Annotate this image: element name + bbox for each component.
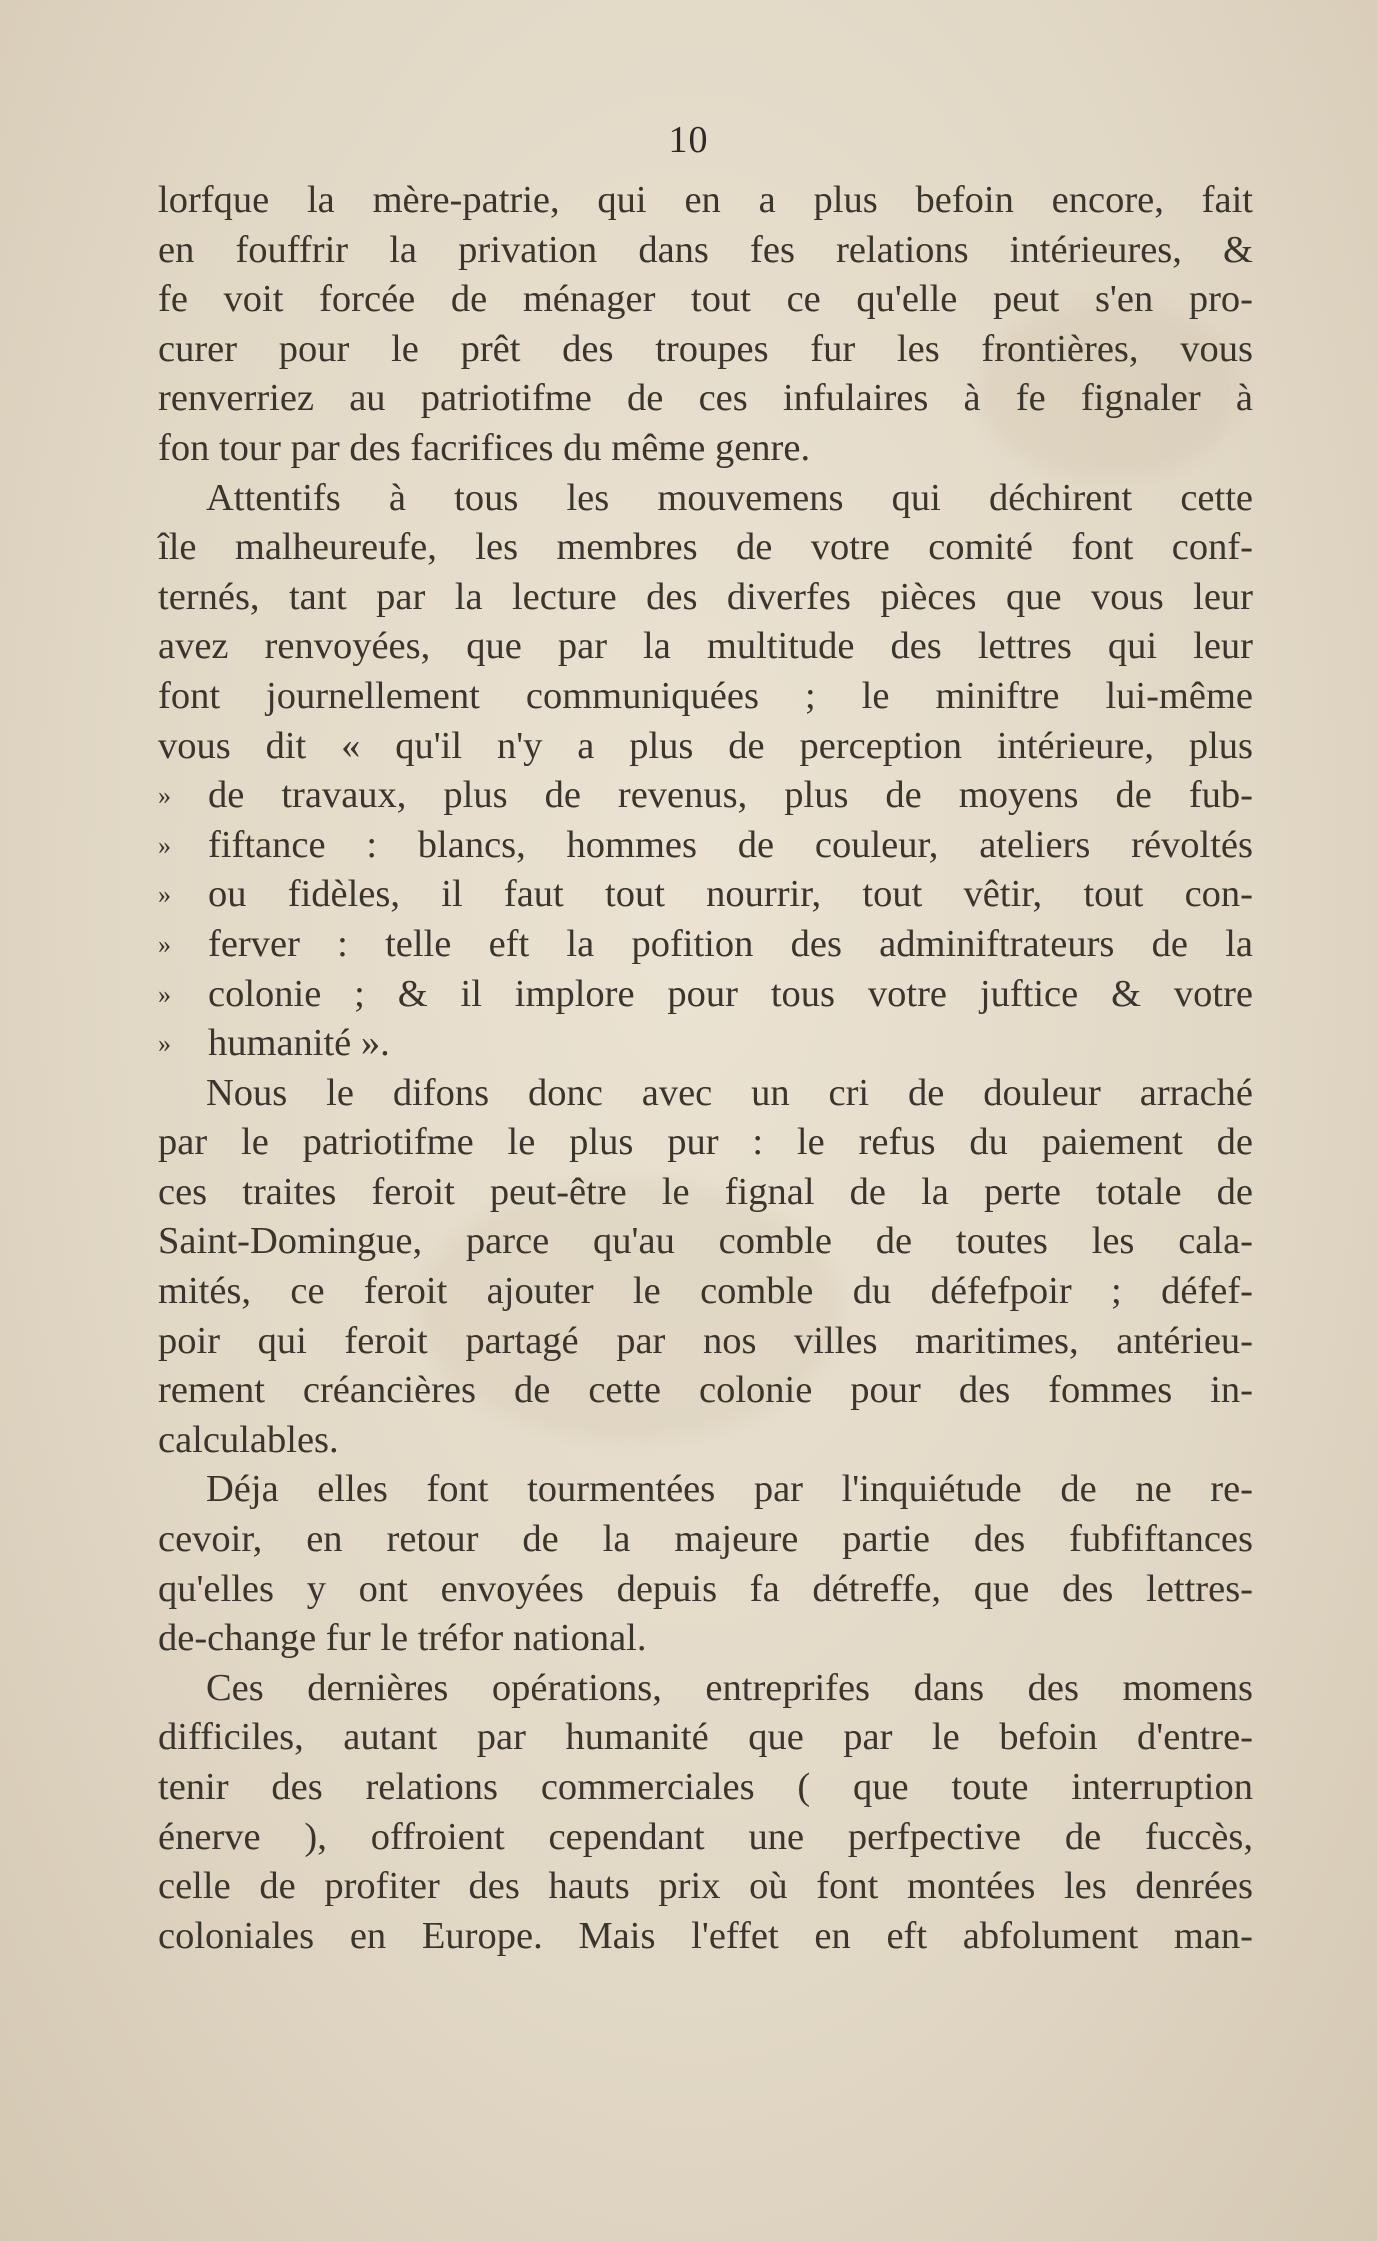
quote-line <box>158 771 1253 821</box>
text-line: en fouffrir la privation dans fes relations intérieures, & <box>158 228 1253 271</box>
quote-mark: » <box>158 880 171 910</box>
text-line: poir qui feroit partagé par nos villes maritimes, antérieu- <box>158 1319 1253 1362</box>
text-line: renverriez au patriotifme de ces infulaires à fe fignaler à <box>158 377 1253 420</box>
quote-line <box>158 920 1253 970</box>
text-line: curer pour le prêt des troupes fur les frontières, vous <box>158 327 1253 370</box>
text-line: mités, ce feroit ajouter le comble du défefpoir ; défef- <box>158 1270 1253 1313</box>
text-line: tenir des relations commerciales ( que toute interruption <box>158 1766 1253 1808</box>
text-line: rement créancières de cette colonie pour des fommes in- <box>158 1369 1253 1412</box>
text-line <box>158 1664 1253 1714</box>
text-line: avez renvoyées, que par la multitude des lettres qui leur <box>158 625 1253 668</box>
page-number: 10 <box>668 119 709 161</box>
text-line: Saint-Domingue, parce qu'au comble de toutes les cala- <box>158 1220 1253 1263</box>
text-line: cevoir, en retour de la majeure partie des fubfiftances <box>158 1518 1253 1561</box>
text-line: qu'elles y ont envoyées depuis fa détreffe, que des lettres- <box>158 1567 1253 1610</box>
text-line: énerve ), offroient cependant une perfpective de fuccès, <box>158 1815 1253 1858</box>
quote-text: ou fidèles, il faut tout nourrir, tout vêtir, tout con- <box>208 873 1253 916</box>
quote-text: de travaux, plus de revenus, plus de moyens de fub- <box>208 774 1253 817</box>
quote-text: colonie ; & il implore pour tous votre juftice & votre <box>208 972 1253 1015</box>
quote-mark: » <box>158 929 171 959</box>
quote-text: ferver : telle eft la pofition des adminiftrateurs de la <box>208 922 1253 965</box>
quote-line <box>158 970 1253 1020</box>
quote-line <box>158 1019 1253 1069</box>
text-line <box>158 1069 1253 1119</box>
quote-text: fiftance : blancs, hommes de couleur, ateliers révoltés <box>208 823 1253 866</box>
quote-line <box>158 870 1253 920</box>
text-line: fe voit forcée de ménager tout ce qu'elle peut s'en pro- <box>158 278 1253 321</box>
text-line: difficiles, autant par humanité que par le befoin d'entre- <box>158 1716 1253 1759</box>
text-line: font journellement communiquées ; le miniftre lui-même <box>158 674 1253 717</box>
quote-mark: » <box>158 781 171 811</box>
text-line <box>158 474 1253 524</box>
text-line: calculables. <box>158 1418 339 1461</box>
quote-line <box>158 821 1253 871</box>
quote-text: humanité ». <box>208 1022 390 1065</box>
text-line: ternés, tant par la lecture des diverfes pièces que vous leur <box>158 575 1253 618</box>
text-line: fon tour par des facrifices du même genre. <box>158 426 811 469</box>
text-line-content: Nous le difons donc avec un cri de douleur arraché <box>206 1071 1253 1114</box>
body-text <box>158 176 1253 1961</box>
text-line: ces traites feroit peut-être le fignal de la perte totale de <box>158 1170 1253 1213</box>
text-line: par le patriotifme le plus pur : le refus du paiement de <box>158 1121 1253 1164</box>
text-line: lorfque la mère-patrie, qui en a plus befoin encore, fait <box>158 179 1253 221</box>
quote-mark: » <box>158 830 171 860</box>
text-line <box>158 1465 1253 1515</box>
text-line: île malheureufe, les membres de votre comité font conf- <box>158 526 1253 569</box>
text-line: coloniales en Europe. Mais l'effet en eft abfolument man- <box>158 1914 1253 1957</box>
text-line-content: Ces dernières opérations, entreprifes dans des momens <box>206 1666 1253 1709</box>
quote-mark: » <box>158 1029 171 1059</box>
text-line: de-change fur le tréfor national. <box>158 1617 647 1660</box>
text-line-content: Déja elles font tourmentées par l'inquiétude de ne re- <box>206 1468 1253 1511</box>
text-line: celle de profiter des hauts prix où font montées les denrées <box>158 1865 1253 1908</box>
quote-mark: » <box>158 979 171 1009</box>
text-line-content: Attentifs à tous les mouvemens qui déchirent cette <box>206 476 1253 519</box>
text-line: vous dit « qu'il n'y a plus de perception intérieure, plus <box>158 724 1253 767</box>
